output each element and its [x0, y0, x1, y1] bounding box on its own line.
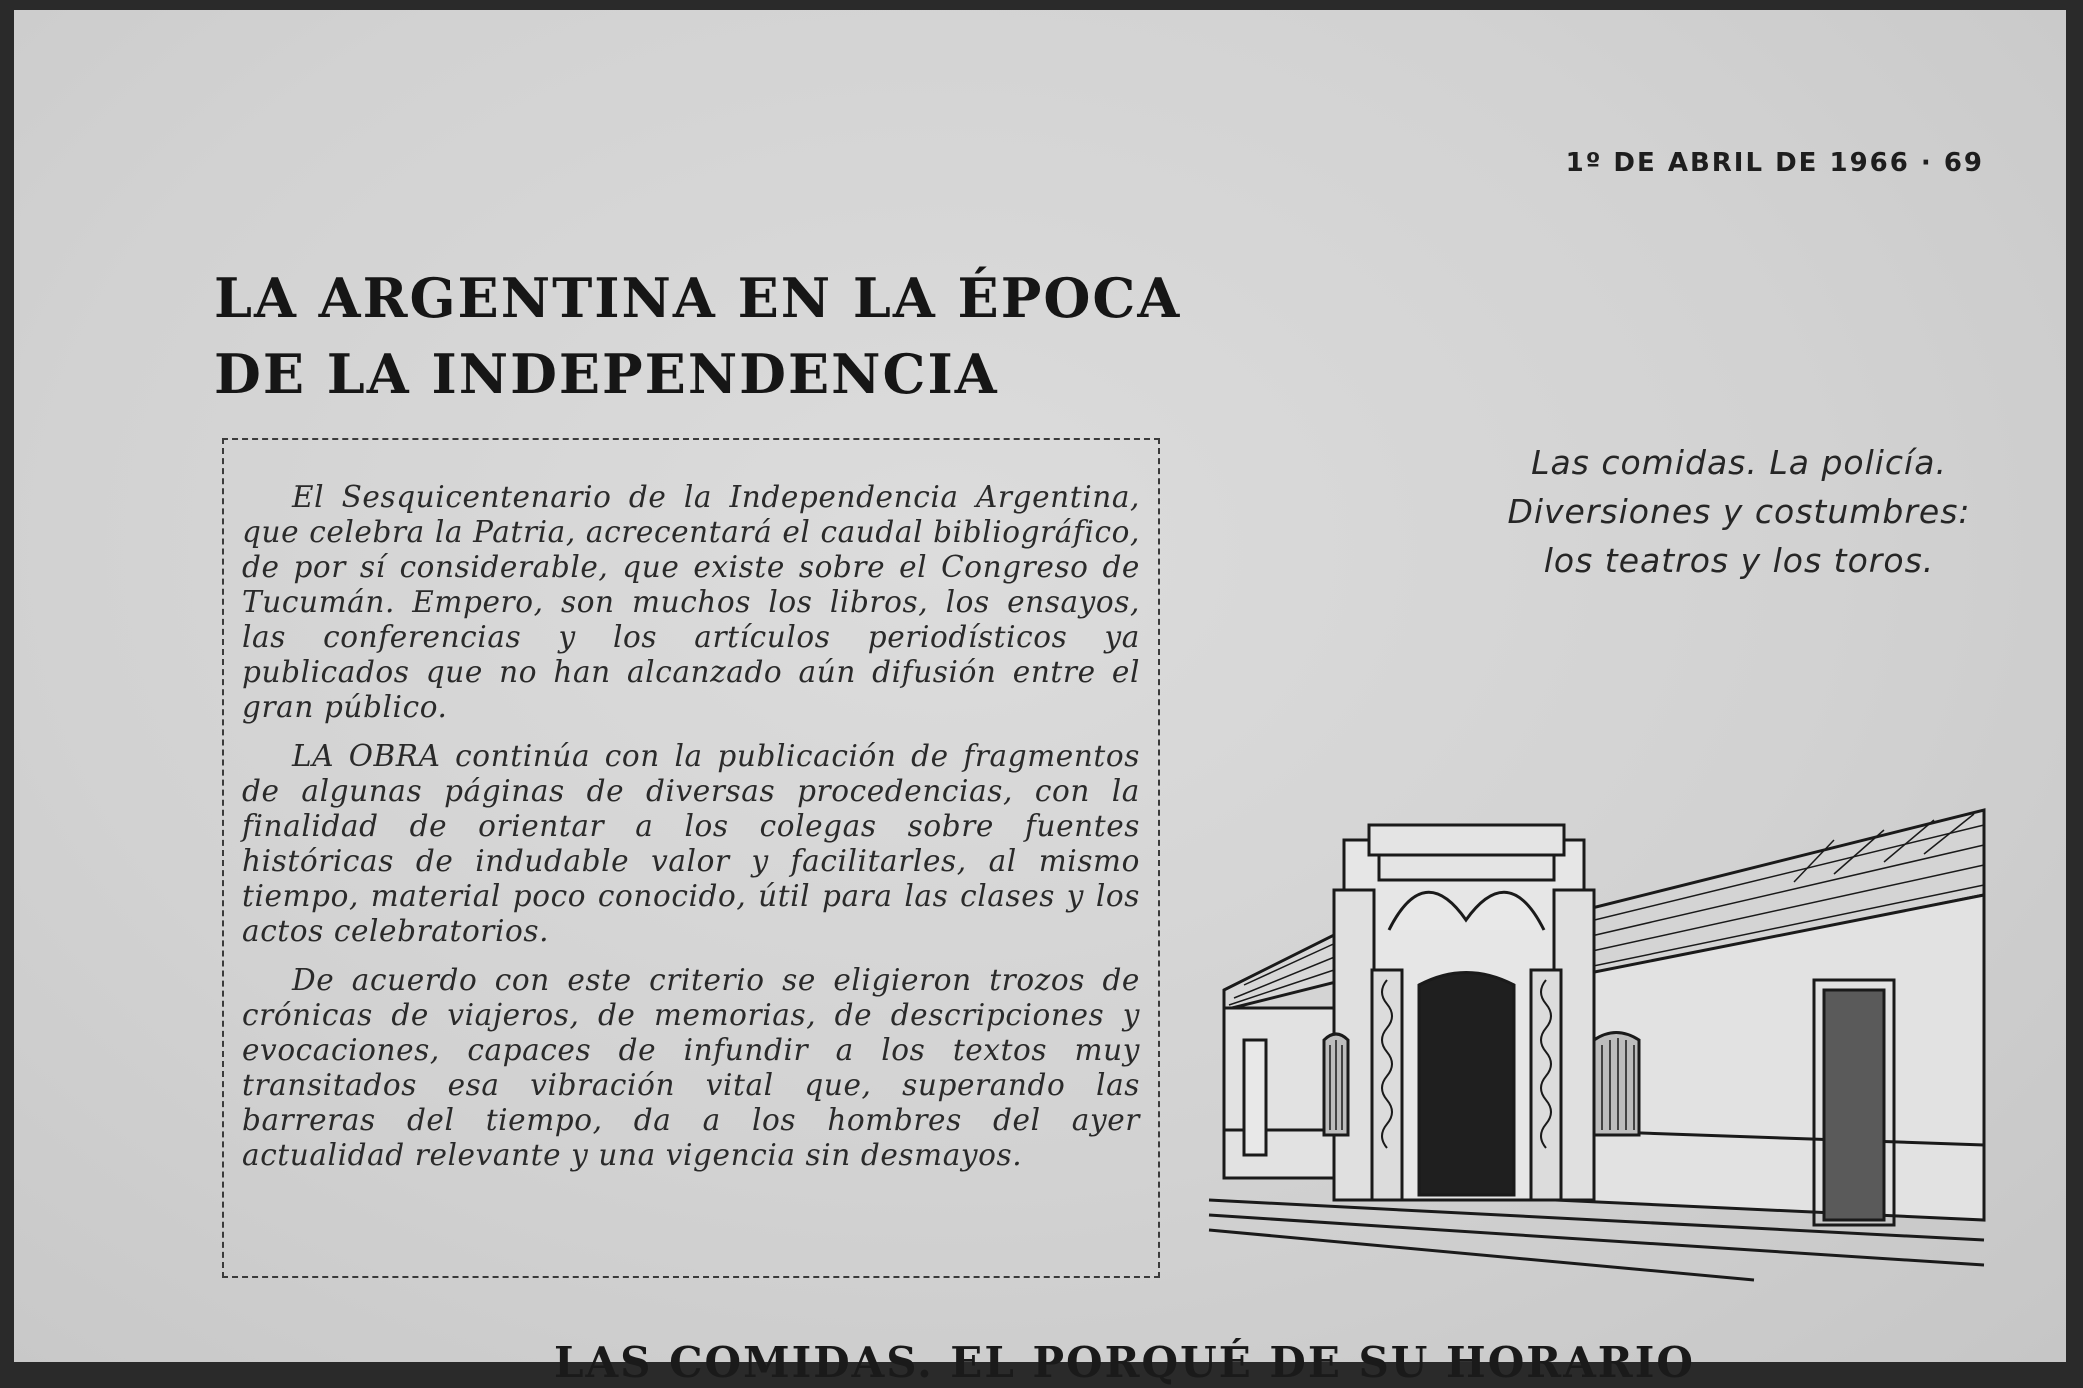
section-heading: LAS COMIDAS. EL PORQUÉ DE SU HORARIO — [554, 1338, 1695, 1387]
article-subtitle: Las comidas. La policía. Diversiones y costumbres: los teatros y los toros. — [1507, 443, 1971, 580]
page-date-number: 1º DE ABRIL DE 1966 · 69 — [1565, 148, 1984, 178]
intro-paragraph-1: El Sesquicentenario de la Independencia Argentina, que celebra la Patria, acrecentará el caudal bibliográfico, de por sí considerable, que existe sobre el Congreso de Tucumán. Empero, son muchos los libros, los ensayos, las conferencias y los artículos periodísticos ya publicados que no han alcanzado aún difusión entre el gran público. — [242, 480, 1140, 724]
intro-paragraph-2: LA OBRA continúa con la publicación de fragmentos de algunas páginas de diversas procedencias, con la finalidad de orientar a los colegas sobre fuentes históricas de indudable valor y facilitarles, al mismo tiempo, material poco conocido, útil para las clases y los actos celebratorios. — [242, 739, 1140, 948]
casa-historica-de-tucuman-icon — [1194, 800, 1994, 1290]
magazine-page — [14, 10, 2066, 1387]
article-title-line-1: LA ARGENTINA EN LA ÉPOCA — [214, 266, 1182, 330]
intro-box — [222, 438, 1160, 1278]
article-title — [214, 260, 1181, 412]
intro-paragraph-3: De acuerdo con este criterio se eligieron trozos de crónicas de viajeros, de memorias, de descripciones y evocaciones, capaces de infundir a los textos muy transitados esa vibración vital que, superando las barreras del tiempo, da a los hombres del ayer actualidad relevante y una vigencia sin desmayos. — [242, 963, 1140, 1172]
article-title-line-2: DE LA INDEPENDENCIA — [214, 342, 999, 406]
